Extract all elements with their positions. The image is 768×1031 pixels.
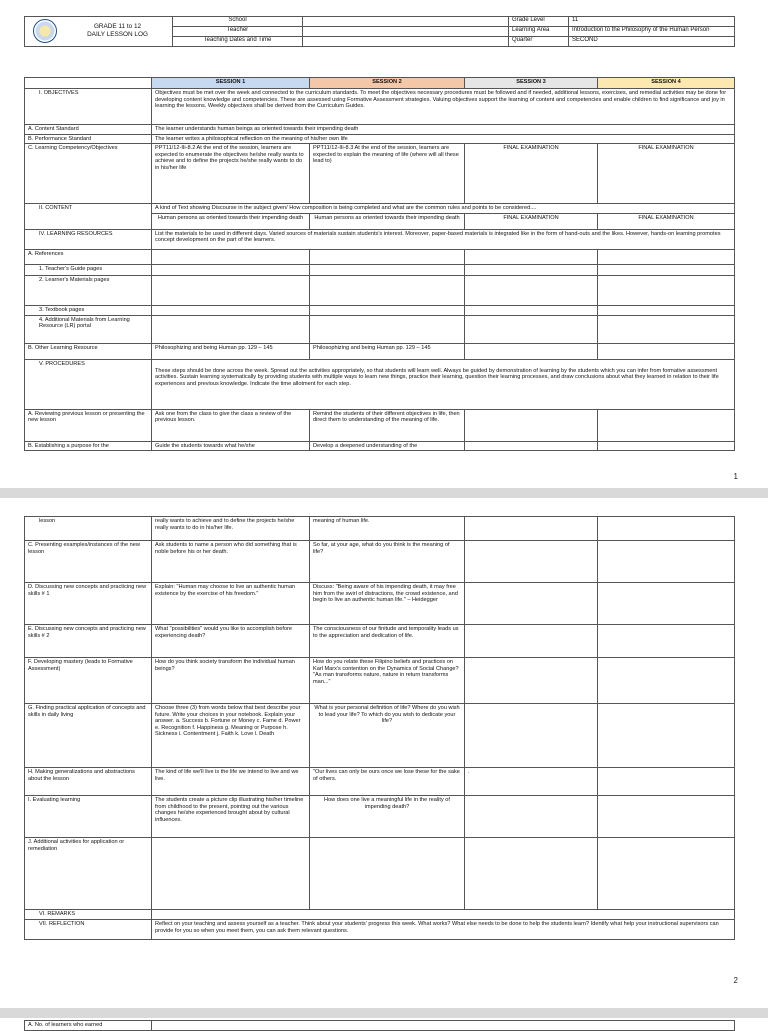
content-s3: FINAL EXAMINATION xyxy=(465,213,598,229)
reviewing-s1: Ask one from the class to give the class a review of the previous lesson. xyxy=(152,409,310,441)
other-resource-label: B. Other Learning Resource xyxy=(25,343,152,359)
header-logo-cell xyxy=(25,17,173,47)
learners-materials-label: 2. Learner's Materials pages xyxy=(25,275,152,305)
reflection-text: Reflect on your teaching and assess yourself as a teacher. Think about your students' progress this week. What works? What else needs to be done to help the students learn? Identify what help your instructional supervisors can provide for you so when you meet them, you can ask them relevant questions. xyxy=(152,920,735,940)
page-1 xyxy=(0,0,768,488)
page-gap xyxy=(0,488,768,498)
header-table xyxy=(24,16,735,47)
page-number-2: 2 xyxy=(733,976,738,985)
performance-standard-text: The learner writes a philosophical reflection on the meaning of his/her own life xyxy=(152,134,735,144)
competency-s3: FINAL EXAMINATION xyxy=(465,144,598,204)
competency-label: C. Learning Competency/Objectives xyxy=(25,144,152,204)
establishing-s1: Guide the students towards what he/she xyxy=(152,441,310,451)
content-standard-text: The learner understands human beings as oriented towards their impending death xyxy=(152,125,735,135)
other-resource-s2: Philosophizing and being Human pp. 129 – 145 xyxy=(310,343,465,359)
performance-standard-label: B. Performance Standard xyxy=(25,134,152,144)
resources-label: IV. LEARNING RESOURCES xyxy=(25,229,152,249)
procedures-text: These steps should be done across the week. Spread out the activities appropriately, so that students will learn well. Always be guided by demonstration of learning by the students which you can infer from formative assessment activities. Sustain learning systematically by providing students with multiple ways to learn new things, practice their learning, question their learning processes, and draw conclusions about what they learned in relation to their life experiences and previous knowledge. Indicate the time allotment for each step. xyxy=(152,359,735,409)
additional-label: J. Additional activities for application or remediation xyxy=(25,838,152,910)
competency-s1: PPT11/12-IIi-8.2 At the end of the session, learners are expected to enumerate the objectives he/she really wants to achieve and to define the projects he/she really wants to do in his/her life xyxy=(152,144,310,204)
content-s1: Human persons as oriented towards their impending death xyxy=(152,213,310,229)
lesson-table-page-1 xyxy=(24,77,735,451)
references-label: A. References xyxy=(25,249,152,264)
quarter-value: SECOND xyxy=(569,37,735,47)
practical-s2: What is your personal definition of life? Where do you wish to lead your life? To which do you wish to dedicate your life? xyxy=(310,704,465,768)
grade-level-label: Grade Level xyxy=(509,17,569,27)
generalizations-label: H. Making generalizations and abstractions about the lesson xyxy=(25,768,152,796)
resources-text: List the materials to be used in different days. Varied sources of materials sustain students's interest. Moreover, paper-based materials is integrated like in the form of hand-outs and the likes. However, hands-on learning promotes concept development on the part of the learners. xyxy=(152,229,735,249)
additional-materials-label: 4. Additional Materials from Learning Resource (LR) portal xyxy=(25,315,152,343)
establishing-label-cont: lesson xyxy=(25,517,152,541)
competency-s2: PPT11/12-IIi-8.3 At the end of the session, learners are expected to explain the meaning of life (where will all these lead to) xyxy=(310,144,465,204)
establishing-s2-cont: meaning of human life. xyxy=(310,517,465,541)
teacher-label: Teacher xyxy=(173,27,303,37)
practical-label: G. Finding practical application of concepts and skills in daily living xyxy=(25,704,152,768)
reflection-label: VII. REFLECTION xyxy=(25,920,152,940)
content-standard-label: A. Content Standard xyxy=(25,125,152,135)
mastery-s1: How do you think society transform the individual human beings? xyxy=(152,658,310,704)
teachers-guide-label: 1. Teacher's Guide pages xyxy=(25,264,152,275)
evaluating-label: I. Evaluating learning xyxy=(25,796,152,838)
session-1-header: SESSION 1 xyxy=(152,78,310,89)
disc1-s2: Discuss: "Being aware of his impending death, it may free him from the swirl of distractions, the crowd existence, and begin to live an authentic human life." – Heidegger xyxy=(310,583,465,625)
reviewing-s2: Remind the students of their different objectives in life, then direct them to understanding of the meaning of life. xyxy=(310,409,465,441)
page-3-peek xyxy=(0,1018,768,1028)
evaluating-s1: The students create a picture clip illustrating his/her timeline from childhood to the present, pointing out the various changes he/she experienced brought about by cultural influences. xyxy=(152,796,310,838)
establishing-s1-cont: really wants to achieve and to define the projects he/she really wants to do in his/her life. xyxy=(152,517,310,541)
generalizations-s3: . xyxy=(465,768,598,796)
competency-s4: FINAL EXAMINATION xyxy=(598,144,735,204)
session-2-header: SESSION 2 xyxy=(310,78,465,89)
disc1-label: D. Discussing new concepts and practicing new skills # 1 xyxy=(25,583,152,625)
generalizations-s1: The kind of life we'll live is the life we intend to live and we live. xyxy=(152,768,310,796)
disc2-s1: What "possibilities" would you like to accomplish before experiencing death? xyxy=(152,625,310,658)
objectives-label: I. OBJECTIVES xyxy=(25,89,152,125)
reviewing-label: A. Reviewing previous lesson or presenting the new lesson xyxy=(25,409,152,441)
textbook-label: 3. Textbook pages xyxy=(25,305,152,315)
school-value xyxy=(303,17,509,27)
lesson-table-page-2 xyxy=(24,516,735,940)
quarter-label: Quarter xyxy=(509,37,569,47)
teaching-dates-label: Teaching Dates and Time xyxy=(173,37,303,47)
mastery-label: F. Developing mastery (leads to Formative Assessment) xyxy=(25,658,152,704)
content-s4: FINAL EXAMINATION xyxy=(598,213,735,229)
mastery-s2: How do you relate these Filipino beliefs and practices on Karl Marx's contention on the Dynamics of Social Change? "As man transforms nature, nature in return transforms man..." xyxy=(310,658,465,704)
lesson-table-page-3 xyxy=(24,1020,735,1031)
establishing-s2: Develop a deepened understanding of the xyxy=(310,441,465,451)
deped-seal-icon xyxy=(33,19,57,43)
other-resource-s1: Philosophizing and being Human pp. 129 – 145 xyxy=(152,343,310,359)
content-s2: Human persons as oriented towards their impending death xyxy=(310,213,465,229)
establishing-label: B. Establishing a purpose for the xyxy=(25,441,152,451)
procedures-label: V. PROCEDURES xyxy=(25,359,152,409)
grade-level-value: 11 xyxy=(569,17,735,27)
disc1-s1: Explain: "Human may choose to live an authentic human existence by the exercise of his freedom." xyxy=(152,583,310,625)
title-line-2: DAILY LESSON LOG xyxy=(87,31,148,38)
generalizations-s2: "Our lives can only be ours once we lose these for the sake of others. xyxy=(310,768,465,796)
disc2-s2: The consciousness of our finitude and temporality leads us to the appreciation and dedication of life. xyxy=(310,625,465,658)
teacher-value xyxy=(303,27,509,37)
session-3-header: SESSION 3 xyxy=(465,78,598,89)
practical-s1: Choose three (3) from words below that best describe your future. Write your choices in your notebook. Explain your answer. a. Success b. Fortune or Money c. Fame d. Power e. Recognition f. Happiness g. Meaning or Purpose h. Sickness i. Contentment j. Faith k. Love l. Death xyxy=(152,704,310,768)
learning-area-label: Learning Area xyxy=(509,27,569,37)
disc2-label: E. Discussing new concepts and practicing new skills # 2 xyxy=(25,625,152,658)
remarks-label: VI. REMARKS xyxy=(25,910,152,920)
page-number-1: 1 xyxy=(733,472,738,481)
page-gap-2 xyxy=(0,1008,768,1018)
presenting-s1: Ask students to name a person who did something that is noble before his or her death. xyxy=(152,541,310,583)
content-note: A kind of Text showing Discourse in the subject given/ How composition is being completed and what are the common rules and points to be considered.... xyxy=(152,204,735,214)
presenting-label: C. Presenting examples/instances of the new lesson xyxy=(25,541,152,583)
school-label: School xyxy=(173,17,303,27)
learning-area-value: Introduction to the Philosophy of the Human Person xyxy=(569,27,735,37)
evaluating-s2: How does one live a meaningful life in the reality of impending death? xyxy=(310,796,465,838)
next-row-label: A. No. of learners who earned xyxy=(25,1021,152,1031)
title-line-1: GRADE 11 to 12 xyxy=(93,23,142,30)
page-2 xyxy=(0,498,768,1018)
content-label: II. CONTENT xyxy=(25,204,152,230)
objectives-text: Objectives must be met over the week and connected to the curriculum standards. To meet the objectives necessary procedures must be followed and if needed, additional lessons, exercises, and remedial activities may be done for developing content knowledge and competencies. These are assessed using Formative Assessment strategies. Valuing objectives support the learning of content and competencies and enable children to find significance and joy in learning the lessons. Weekly objectives shall be derived from the Curriculum Guides. xyxy=(152,89,735,125)
teaching-dates-value xyxy=(303,37,509,47)
presenting-s2: So far, at your age, what do you think is the meaning of life? xyxy=(310,541,465,583)
session-4-header: SESSION 4 xyxy=(598,78,735,89)
